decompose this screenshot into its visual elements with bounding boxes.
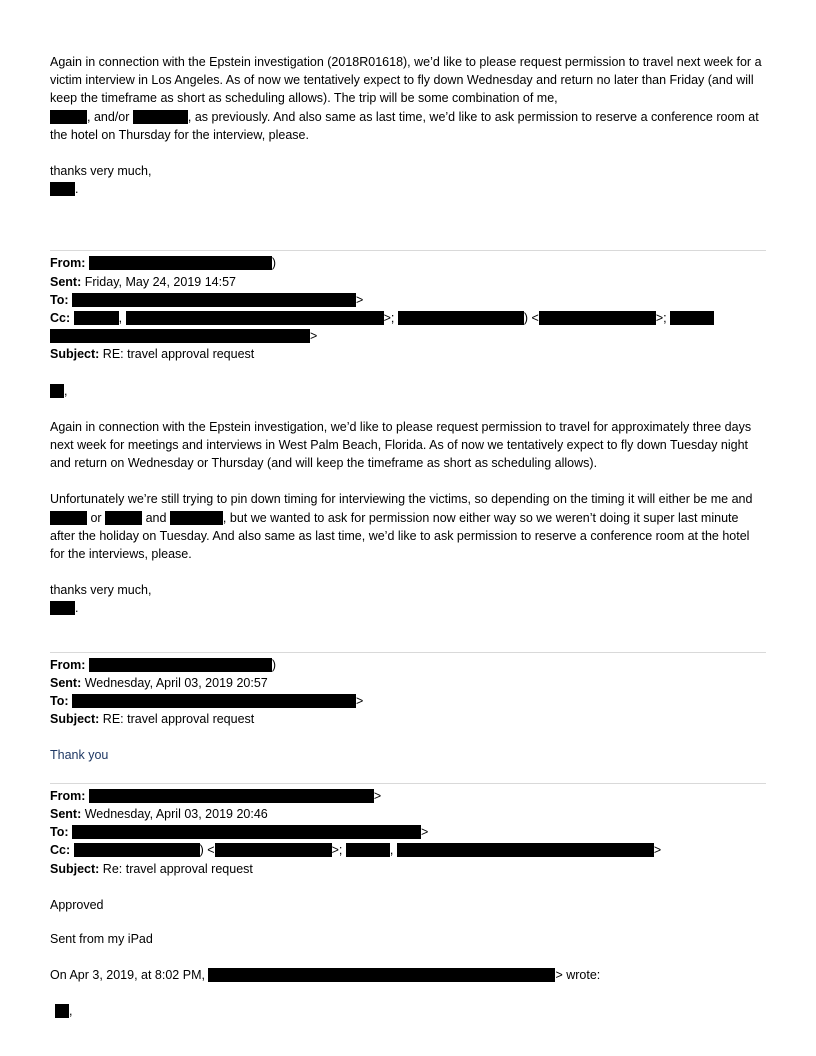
quote-attribution [50,966,766,984]
greeting [50,1002,766,1020]
greeting-punctuation: , [64,383,68,398]
subject-label: Subject: [50,347,100,362]
subject-text: Re: travel approval request [102,861,253,876]
header-cc [50,309,766,327]
to-label: To: [50,825,69,840]
redaction-bar [72,825,421,839]
cc-separator: > [310,329,318,344]
closing-line: thanks very much, [50,583,152,598]
header-to [50,823,766,841]
device-signature: Sent from my iPad [50,931,153,946]
message-body-paragraph: Again in connection with the Epstein investigation, we’d like to please request permission to travel for approximately three days next week for meetings and interviews in West Palm Beach, Florida. As of now we tentatively expect to fly down Tuesday night and return on Wednesday or Thursday (and will keep the timeframe as short as scheduling allows). [50,419,752,471]
to-label: To: [50,694,69,709]
redaction-bar [126,311,384,325]
redaction-bar [89,789,374,803]
header-from [50,656,766,674]
redaction-bar [50,601,75,615]
body-text: Again in connection with the Epstein investigation (2018R01618), we’d like to please request permission to travel next week for a victim interview in Los Angeles. As of now we tentatively expect to fly down Wednesday and return no later than Friday (and will keep the timeframe as short as scheduling allows). The trip will be some combination of me, [50,55,762,106]
cc-separator: >; [331,843,343,858]
header-divider [50,652,766,653]
quote-suffix: > wrote: [555,968,601,983]
cc-separator: >; [655,311,667,326]
body-text: and [145,510,167,525]
to-suffix: > [356,694,364,709]
cc-separator: ) < [523,311,539,326]
header-subject [50,710,766,728]
redaction-bar [105,511,142,525]
redaction-bar [170,511,223,525]
body-text: Unfortunately we’re still trying to pin down timing for interviewing the victims, so depending on the timing it will either be me and [50,492,753,507]
header-to [50,692,766,710]
header-sent [50,674,766,692]
sent-label: Sent: [50,806,82,821]
from-suffix: ) [271,657,277,672]
from-suffix: > [373,788,382,803]
redaction-bar [89,256,272,270]
redaction-bar [72,293,356,307]
redaction-bar [398,311,524,325]
header-divider [50,250,766,251]
cc-label: Cc: [50,311,71,326]
reply-body: Thank you [50,748,109,763]
header-from [50,254,766,272]
sent-label: Sent: [50,675,82,690]
redaction-bar [74,311,119,325]
subject-text: RE: travel approval request [102,712,255,727]
greeting [50,382,766,400]
subject-label: Subject: [50,712,100,727]
from-label: From: [50,657,86,672]
message-body-paragraph [50,490,766,563]
from-label: From: [50,256,86,271]
sent-date: Wednesday, April 03, 2019 20:46 [84,806,268,821]
from-suffix: ) [271,256,277,271]
header-from [50,787,766,805]
cc-separator: ) < [199,843,215,858]
redaction-bar [50,384,64,398]
signature-punctuation: . [75,182,79,197]
cc-separator: >; [383,311,395,326]
header-divider [50,783,766,784]
sent-date: Wednesday, April 03, 2019 20:57 [84,675,268,690]
redaction-bar [89,658,272,672]
sent-label: Sent: [50,274,82,289]
signature-punctuation: . [75,601,79,616]
body-text: or [90,510,102,525]
closing-line: thanks very much, [50,164,152,179]
cc-label: Cc: [50,843,71,858]
email-thread [50,53,766,1021]
body-text: , but we wanted to ask for permission now either way so we weren’t doing it super last minute after the holiday on Tuesday. And also same as last time, we’d like to ask permission to reserve a conference room at the hotel for the interviews, please. [50,510,750,562]
redaction-bar [208,968,555,982]
signature [50,599,766,617]
cc-separator: > [653,843,662,858]
redaction-bar [670,311,714,325]
header-subject [50,345,766,363]
redaction-bar [133,110,188,124]
quote-prefix: On Apr 3, 2019, at 8:02 PM, [50,968,205,983]
redaction-bar [539,311,656,325]
header-cc [50,841,766,859]
greeting-punctuation: , [69,1004,73,1019]
from-label: From: [50,788,86,803]
signature [50,180,766,198]
to-label: To: [50,292,69,307]
header-cc-continued [50,327,766,345]
redaction-bar [72,694,356,708]
body-text: , as previously. And also same as last time, we’d like to ask permission to reserve a conference room at the hotel on Thursday for the interview, please. [50,109,759,142]
cc-separator: , [118,311,123,326]
redaction-bar [74,843,200,857]
header-sent [50,273,766,291]
subject-label: Subject: [50,861,100,876]
redaction-bar [397,843,654,857]
to-suffix: > [356,292,364,307]
header-to [50,291,766,309]
redaction-bar [346,843,390,857]
redaction-bar [50,182,75,196]
redaction-bar [215,843,332,857]
reply-body: Approved [50,897,104,912]
subject-text: RE: travel approval request [102,347,255,362]
to-suffix: > [421,825,429,840]
cc-separator: , [389,843,394,858]
message-body-paragraph [50,53,766,144]
redaction-bar [55,1004,69,1018]
redaction-bar [50,511,87,525]
body-text: , and/or [87,109,130,124]
redaction-bar [50,110,87,124]
redaction-bar [50,329,310,343]
sent-date: Friday, May 24, 2019 14:57 [84,274,236,289]
header-subject [50,860,766,878]
header-sent [50,805,766,823]
